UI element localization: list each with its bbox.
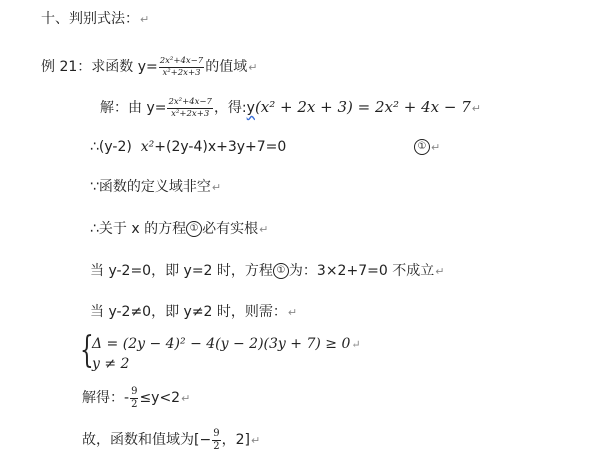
y-not-two: y ≠ 2: [92, 356, 130, 372]
because-text: ∵函数的定义域非空: [90, 179, 211, 195]
solve-fraction-numerator: 9: [131, 385, 138, 397]
conclusion-line: [82, 427, 260, 454]
solve-fraction: [130, 387, 138, 410]
conclusion-suffix: ，2]: [221, 432, 250, 448]
example-suffix: 的值域: [205, 59, 248, 75]
paragraph-mark: ↵: [259, 223, 269, 236]
system-row-discriminant: [92, 335, 361, 354]
left-brace: {: [80, 330, 94, 371]
solution-prefix: 解：由 y=: [100, 100, 167, 116]
paragraph-mark: ↵: [471, 102, 481, 115]
case2-text: 当 y-2≠0，即 y≠2 时，则需：: [90, 304, 287, 320]
real-root-line: [90, 219, 268, 240]
example-statement: [41, 54, 257, 81]
solution-range-line: [82, 385, 190, 412]
paragraph-mark: ↵: [248, 61, 258, 74]
solve-fraction-denominator: 2: [131, 398, 138, 410]
example-label: 例 21：求函数 y=: [41, 59, 158, 75]
solution-y-spellcheck: y: [246, 100, 255, 116]
conclusion-fraction-denominator: 2: [213, 440, 220, 452]
paragraph-mark: ↵: [431, 141, 441, 154]
case1-text-a: 当 y-2=0，即 y=2 时，方程: [90, 263, 273, 279]
solution-line: [100, 94, 481, 122]
discriminant-inequality: Δ = (2y − 4)² − 4(y − 2)(3y + 7) ≥ 0: [92, 336, 351, 352]
solution-mid: ，得:: [213, 100, 247, 116]
solve-suffix: ≤y<2: [139, 390, 181, 406]
real-root-text-b: 必有实根: [202, 221, 259, 237]
solution-fraction: [167, 98, 212, 118]
paragraph-mark: ↵: [250, 434, 261, 447]
solution-equation: (x² + 2x + 3) = 2x² + 4x − 7: [254, 98, 471, 116]
section-heading: [41, 9, 149, 30]
case-y-equals-2: [90, 261, 444, 282]
heading-text: 十、判别式法：: [41, 11, 139, 27]
circled-one-icon: ①: [273, 263, 289, 279]
conclusion-prefix: 故，函数和值域为[−: [82, 432, 212, 448]
real-root-text-a: ∴关于 x 的方程: [90, 221, 187, 237]
therefore-left: ∴(y-2): [90, 139, 132, 155]
paragraph-mark: ↵: [211, 181, 222, 194]
therefore-x-squared: x²: [140, 139, 155, 155]
paragraph-mark: ↵: [435, 265, 445, 278]
case-y-not-2: [90, 302, 297, 323]
paragraph-mark: ↵: [140, 13, 150, 26]
system-row-y-condition: [92, 355, 129, 373]
paragraph-mark: ↵: [287, 306, 298, 319]
case1-text-b: 为：3×2+7=0 不成立: [288, 263, 435, 279]
solve-prefix: 解得：-: [82, 390, 130, 406]
circled-one-icon: ①: [186, 221, 202, 237]
equation-reference-1: [414, 137, 440, 158]
circled-one-icon: ①: [414, 139, 430, 155]
solution-fraction-numerator: 2x²+4x−7: [168, 97, 212, 107]
example-fraction-denominator: x²+2x+3: [162, 67, 201, 78]
conclusion-fraction: [212, 429, 220, 452]
conclusion-fraction-numerator: 9: [213, 427, 220, 439]
solution-fraction-denominator: x²+2x+3: [171, 108, 210, 119]
therefore-right: +(2y-4)x+3y+7=0: [154, 139, 287, 155]
paragraph-mark: ↵: [351, 338, 361, 351]
because-line: [90, 177, 221, 198]
paragraph-mark: ↵: [181, 392, 191, 405]
therefore-equation-line: [90, 137, 286, 157]
example-fraction-numerator: 2x²+4x−7: [159, 56, 204, 66]
example-fraction: [159, 57, 204, 77]
